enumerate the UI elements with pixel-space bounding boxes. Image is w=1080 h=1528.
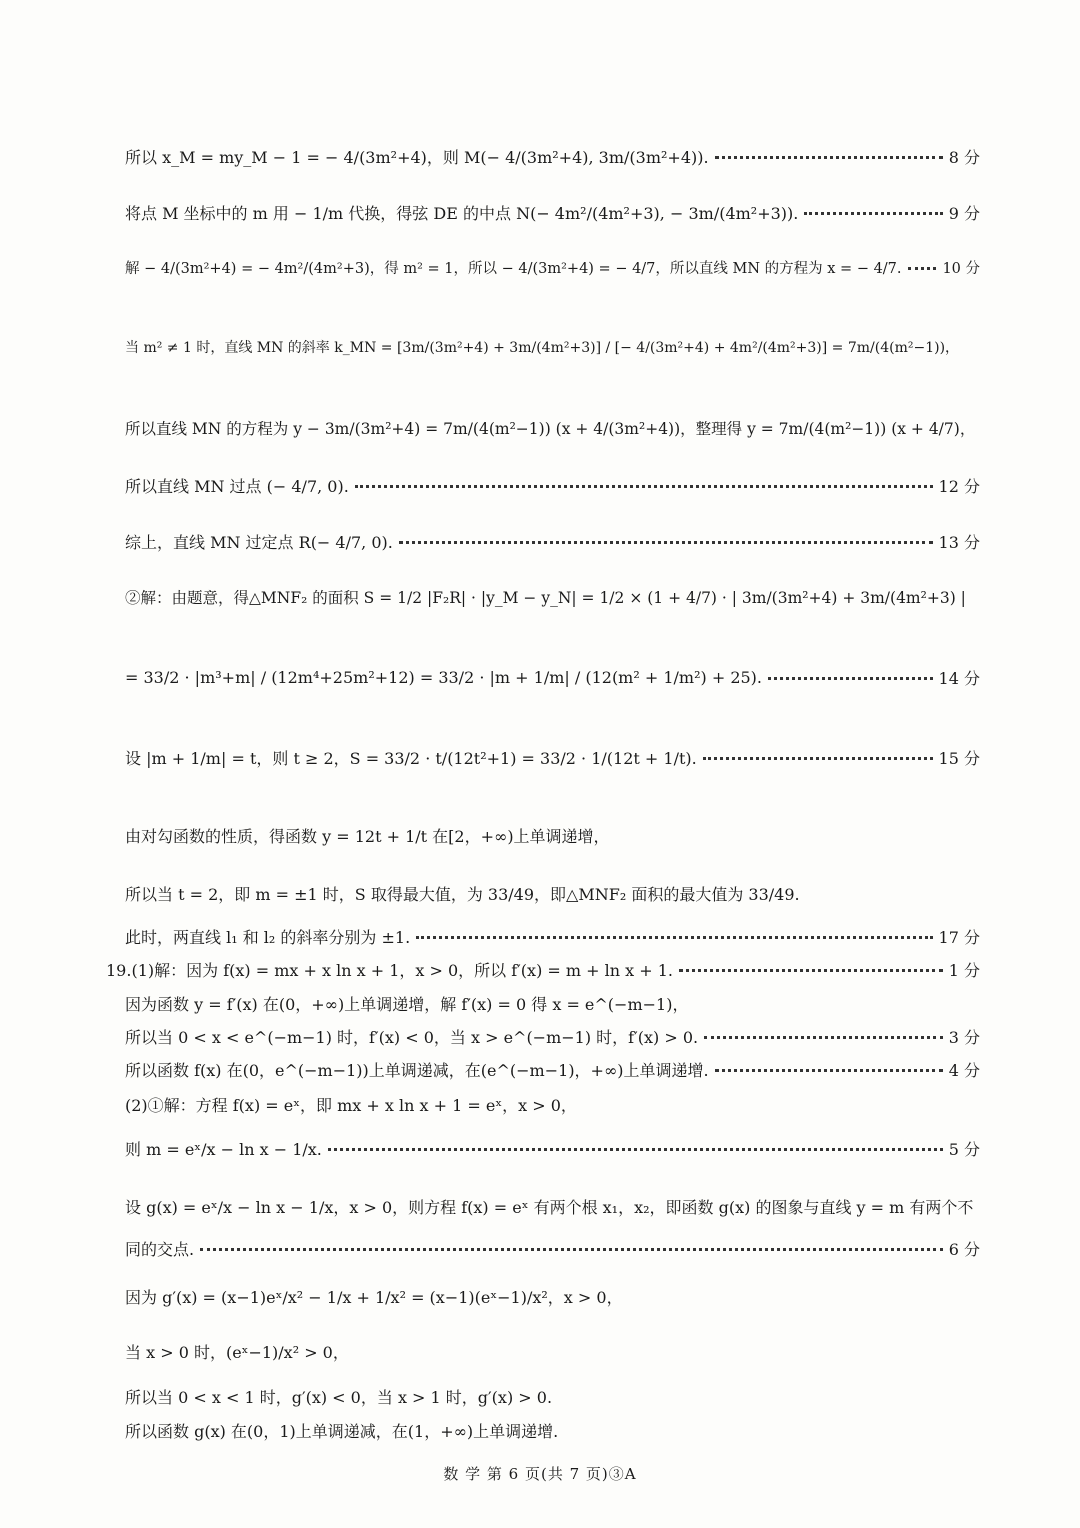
dotted-leader <box>328 1148 943 1151</box>
solution-text: 设 g(x) = eˣ/x − ln x − 1/x，x > 0，则方程 f(x) = eˣ 有两个根 x₁，x₂，即函数 g(x) 的图象与直线 y = m 有两个不 <box>125 1198 974 1217</box>
solution-text: = 33/2 · |m³+m| / (12m⁴+25m²+12) = 33/2 · |m + 1/m| / (12(m² + 1/m²) + 25). <box>125 668 763 687</box>
solution-text: 综上，直线 MN 过定点 R(− 4/7, 0). <box>125 533 393 552</box>
solution-line <box>125 337 980 357</box>
solution-text: 所以直线 MN 的方程为 y − 3m/(3m²+4) = 7m/(4(m²−1)) (x + 4/(3m²+4))，整理得 y = 7m/(4(m²−1)) (x + 4/7)， <box>125 420 976 438</box>
solution-text: 解 − 4/(3m²+4) = − 4m²/(4m²+3)，得 m² = 1，所以 − 4/(3m²+4) = − 4/7，所以直线 MN 的方程为 x = − 4/7. <box>125 261 902 277</box>
dotted-leader <box>416 936 932 939</box>
score-mark: 9 分 <box>948 204 980 223</box>
solution-text: 所以当 0 < x < e^(−m−1) 时，f′(x) < 0，当 x > e^(−m−1) 时，f′(x) > 0. <box>125 1028 699 1047</box>
solution-text: 所以 x_M = my_M − 1 = − 4/(3m²+4)，则 M(− 4/(3m²+4), 3m/(3m²+4)). <box>125 148 709 167</box>
solution-text: 因为 g′(x) = (x−1)eˣ/x² − 1/x + 1/x² = (x−1)(eˣ−1)/x²，x > 0， <box>125 1288 623 1307</box>
solution-line <box>125 1237 980 1260</box>
solution-text: 设 |m + 1/m| = t，则 t ≥ 2，S = 33/2 · t/(12t²+1) = 33/2 · 1/(12t + 1/t). <box>125 749 697 768</box>
solution-line <box>125 1137 980 1160</box>
solution-line <box>125 145 980 168</box>
solution-text: 因为函数 y = f′(x) 在(0，+∞)上单调递增，解 f′(x) = 0 得 x = e^(−m−1)， <box>125 995 689 1014</box>
solution-line <box>125 257 980 278</box>
solution-line <box>125 417 980 439</box>
dotted-leader <box>804 212 942 215</box>
solution-text: 由对勾函数的性质，得函数 y = 12t + 1/t 在[2，+∞)上单调递增， <box>125 827 610 846</box>
solution-text: 所以当 0 < x < 1 时，g′(x) < 0，当 x > 1 时，g′(x) > 0. <box>125 1388 553 1407</box>
solution-text: 同的交点. <box>125 1240 195 1259</box>
solution-line <box>125 1340 980 1363</box>
solution-text: 所以直线 MN 过点 (− 4/7, 0). <box>125 477 349 496</box>
solution-line <box>125 201 980 224</box>
solution-line <box>125 992 980 1015</box>
dotted-leader <box>715 1069 943 1072</box>
solution-text: 19.(1)解：因为 f(x) = mx + x ln x + 1，x > 0，所以 f′(x) = m + ln x + 1. <box>106 961 674 980</box>
page-footer: 数 学 第 6 页(共 7 页)③A <box>443 1465 637 1483</box>
solution-text: 所以当 t = 2，即 m = ±1 时，S 取得最大值，为 33/49，即△MNF₂ 面积的最大值为 33/49. <box>125 885 800 904</box>
score-mark: 13 分 <box>938 533 980 552</box>
solution-line <box>125 1025 980 1048</box>
solution-text: 将点 M 坐标中的 m 用 − 1/m 代换，得弦 DE 的中点 N(− 4m²/(4m²+3), − 3m/(4m²+3)). <box>125 204 799 223</box>
solution-line <box>125 824 980 847</box>
score-mark: 5 分 <box>948 1140 980 1159</box>
score-mark: 6 分 <box>948 1240 980 1259</box>
score-mark: 4 分 <box>948 1061 980 1080</box>
dotted-leader <box>768 677 933 680</box>
solution-text: 此时，两直线 l₁ 和 l₂ 的斜率分别为 ±1. <box>125 928 411 947</box>
solution-line <box>125 1093 980 1116</box>
score-mark: 1 分 <box>948 961 980 980</box>
solution-line <box>125 1419 980 1442</box>
solution-line <box>125 530 980 553</box>
dotted-leader <box>703 757 933 760</box>
solution-line <box>125 925 980 948</box>
dotted-leader <box>399 541 933 544</box>
solution-line <box>125 1058 980 1081</box>
solution-line <box>125 1285 980 1308</box>
solution-line <box>106 958 980 981</box>
dotted-leader <box>355 485 933 488</box>
solution-line <box>125 1195 980 1218</box>
score-mark: 12 分 <box>938 477 980 496</box>
dotted-leader <box>704 1036 943 1039</box>
score-mark: 17 分 <box>938 928 980 947</box>
solution-line <box>125 586 980 608</box>
solution-text: 所以函数 f(x) 在(0，e^(−m−1))上单调递减，在(e^(−m−1)，+∞)上单调递增. <box>125 1061 709 1080</box>
score-mark: 14 分 <box>938 669 980 688</box>
dotted-leader <box>679 969 943 972</box>
dotted-leader <box>908 267 937 270</box>
solution-text: 当 m² ≠ 1 时，直线 MN 的斜率 k_MN = [3m/(3m²+4) + 3m/(4m²+3)] / [− 4/(3m²+4) + 4m²/(4m²+3)] = 7m/(4(m²−1))， <box>125 340 960 356</box>
solution-line <box>125 1385 980 1408</box>
score-mark: 8 分 <box>948 148 980 167</box>
dotted-leader <box>715 156 943 159</box>
score-mark: 15 分 <box>938 749 980 768</box>
dotted-leader <box>200 1248 943 1251</box>
solution-line <box>125 474 980 497</box>
solution-text: (2)①解：方程 f(x) = eˣ，即 mx + x ln x + 1 = eˣ，x > 0， <box>125 1096 577 1115</box>
score-mark: 3 分 <box>948 1028 980 1047</box>
score-mark: 10 分 <box>942 261 980 277</box>
solution-text: 当 x > 0 时，(eˣ−1)/x² > 0， <box>125 1343 349 1362</box>
solution-line <box>125 746 980 769</box>
solution-text: 则 m = eˣ/x − ln x − 1/x. <box>125 1140 322 1159</box>
solution-line <box>125 666 980 689</box>
solution-text: 所以函数 g(x) 在(0，1)上单调递减，在(1，+∞)上单调递增. <box>125 1422 559 1441</box>
solution-line <box>125 882 980 905</box>
solution-text: ②解：由题意，得△MNF₂ 的面积 S = 1/2 |F₂R| · |y_M − y_N| = 1/2 × (1 + 4/7) · | 3m/(3m²+4) + 3m/(4m²+3) | <box>125 589 966 607</box>
